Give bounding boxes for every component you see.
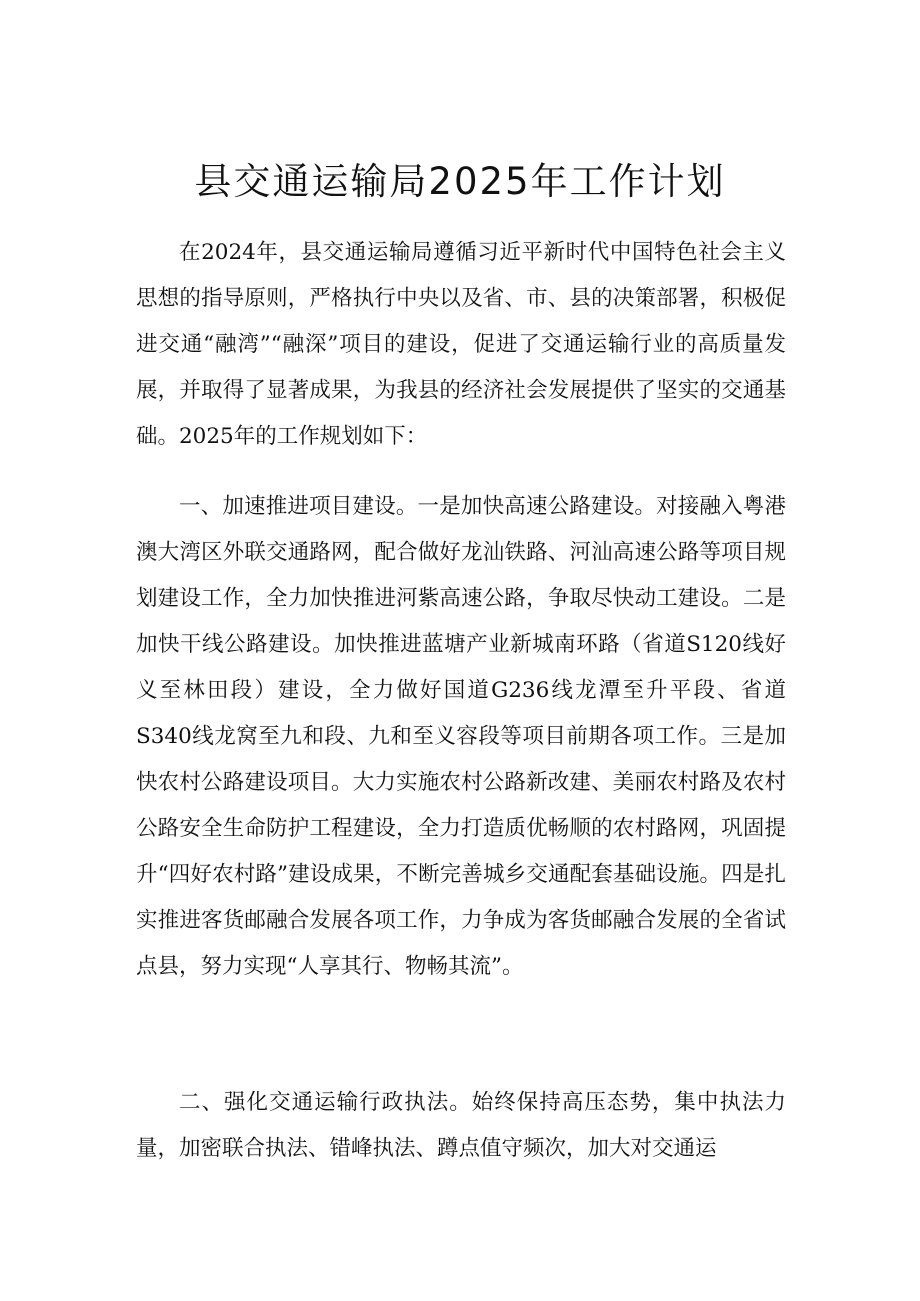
- paragraph-section-one: 一、加速推进项目建设。一是加快高速公路建设。对接融入粤港澳大湾区外联交通路网，配合做好龙汕铁路、河汕高速公路等项目规划建设工作，全力加快推进河紫高速公路，争取尽快动工建设。二是加快干线公路建设。加快推进蓝塘产业新城南环路（省道S120线好义至林田段）建设，全力做好国道G236线龙潭至升平段、省道S340线龙窝至九和段、九和至义容段等项目前期各项工作。三是加快农村公路建设项目。大力实施农村公路新改建、美丽农村路及农村公路安全生命防护工程建设，全力打造质优畅顺的农村路网，巩固提升“四好农村路”建设成果，不断完善城乡交通配套基础设施。四是扎实推进客货邮融合发展各项工作，力争成为客货邮融合发展的全省试点县，努力实现“人享其行、物畅其流”。: [136, 494, 786, 979]
- paragraph-section-two: 二、强化交通运输行政执法。始终保持高压态势，集中执法力量，加密联合执法、错峰执法、蹲点值守频次，加大对交通运: [136, 1090, 786, 1161]
- document-title: 县交通运输局2025年工作计划: [194, 160, 726, 203]
- paragraph-intro: 在2024年，县交通运输局遵循习近平新时代中国特色社会主义思想的指导原则，严格执行中央以及省、市、县的决策部署，积极促进交通“融湾”“融深”项目的建设，促进了交通运输行业的高质量发展，并取得了显著成果，为我县的经济社会发展提供了坚实的交通基础。2025年的工作规划如下：: [136, 240, 786, 449]
